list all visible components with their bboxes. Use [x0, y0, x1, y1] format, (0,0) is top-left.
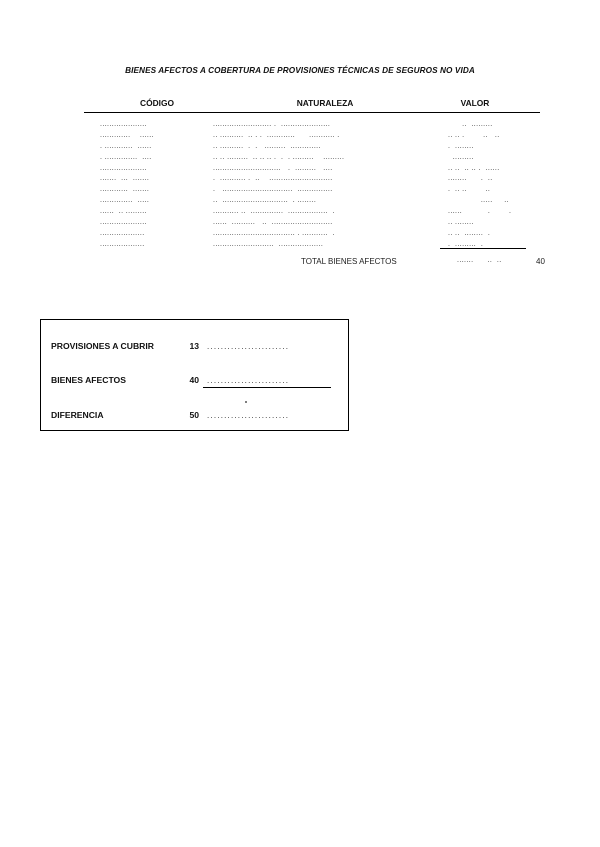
nature-cell: ........... .. .............. ................. . [213, 208, 335, 216]
table-row [0, 120, 600, 131]
provisions-code: 13 [189, 341, 199, 351]
difference-dots: ........................ [207, 411, 290, 420]
nature-cell: .. .. ......... .. .. .. . . . ......... ......... [213, 153, 345, 161]
difference-code: 50 [189, 410, 199, 420]
value-cell: .. .. . .. .. [448, 131, 500, 139]
table-row [0, 229, 600, 240]
value-cell: . ........ [448, 142, 474, 150]
code-cell: . .............. .... [100, 153, 152, 161]
code-cell: ....... ... ....... [100, 175, 150, 183]
code-cell: .................... [100, 164, 147, 172]
difference-label: DIFERENCIA [51, 410, 104, 420]
nature-cell: .......................... ................... [213, 240, 324, 248]
table-row [0, 240, 600, 251]
provisions-label: PROVISIONES A CUBRIR [51, 341, 154, 351]
nature-cell: ...... .......... .. .......................... [213, 219, 333, 227]
code-cell: .................... [100, 219, 147, 227]
table-row [0, 218, 600, 229]
header-rule [84, 112, 540, 113]
assets-table [0, 120, 600, 251]
assets-underline [203, 387, 331, 388]
total-dots: ....... .. .. [457, 257, 502, 264]
nature-cell: ................................... . ........... . [213, 229, 335, 237]
table-row [0, 153, 600, 164]
column-header-nature: NATURALEZA [296, 98, 354, 108]
code-cell: .............. ..... [100, 197, 150, 205]
value-cell: ..... .. [448, 197, 509, 205]
nature-cell: ......................... . ..................... [213, 121, 331, 128]
value-total-rule [440, 248, 526, 249]
value-cell: .. .. .. .. . ...... [448, 164, 500, 172]
nature-cell: .. .......... . . ......... ............. [213, 142, 321, 150]
value-cell: .. .. ........ . [448, 229, 491, 237]
speck-mark [245, 401, 247, 403]
code-cell: . ............ ...... [100, 142, 152, 150]
code-cell: ............. ...... [100, 131, 154, 139]
assets-dots: ........................ [207, 376, 290, 385]
table-row [0, 131, 600, 142]
table-row [0, 174, 600, 185]
value-cell: . .. .. .. [448, 186, 491, 194]
column-header-code: CÓDIGO [140, 98, 174, 108]
code-cell: ................... [100, 229, 145, 237]
value-cell: ......... [448, 153, 474, 161]
assets-code: 40 [189, 375, 199, 385]
nature-cell: .. ............................ . ........ [213, 197, 317, 205]
table-row [0, 164, 600, 175]
code-cell: ...... .. ......... [100, 208, 147, 216]
value-cell: .. ........ [448, 219, 474, 227]
nature-cell: ............................. . ......... .... [213, 164, 333, 172]
code-cell: .................... [100, 121, 147, 128]
nature-cell: .. .......... .. . . ............ ........... . [213, 131, 340, 139]
nature-cell: . .............................. ............... [213, 186, 333, 194]
value-cell: ........ . .. [448, 175, 493, 183]
table-row [0, 142, 600, 153]
value-cell: ...... . . [448, 208, 512, 216]
form-title: BIENES AFECTOS A COBERTURA DE PROVISIONES TÉCNICAS DE SEGUROS NO VIDA [125, 66, 475, 75]
value-cell: . ......... . [448, 240, 484, 248]
total-code: 40 [536, 257, 545, 266]
table-row [0, 196, 600, 207]
total-label: TOTAL BIENES AFECTOS [301, 257, 397, 266]
code-cell: ............ ....... [100, 186, 150, 194]
value-cell: .. ......... [448, 121, 493, 128]
assets-label: BIENES AFECTOS [51, 375, 126, 385]
provisions-dots: ........................ [207, 342, 290, 351]
nature-cell: . ........... . .. ........................... [213, 175, 333, 183]
code-cell: ................... [100, 240, 145, 248]
column-header-value: VALOR [460, 98, 490, 108]
table-row [0, 207, 600, 218]
table-row [0, 185, 600, 196]
